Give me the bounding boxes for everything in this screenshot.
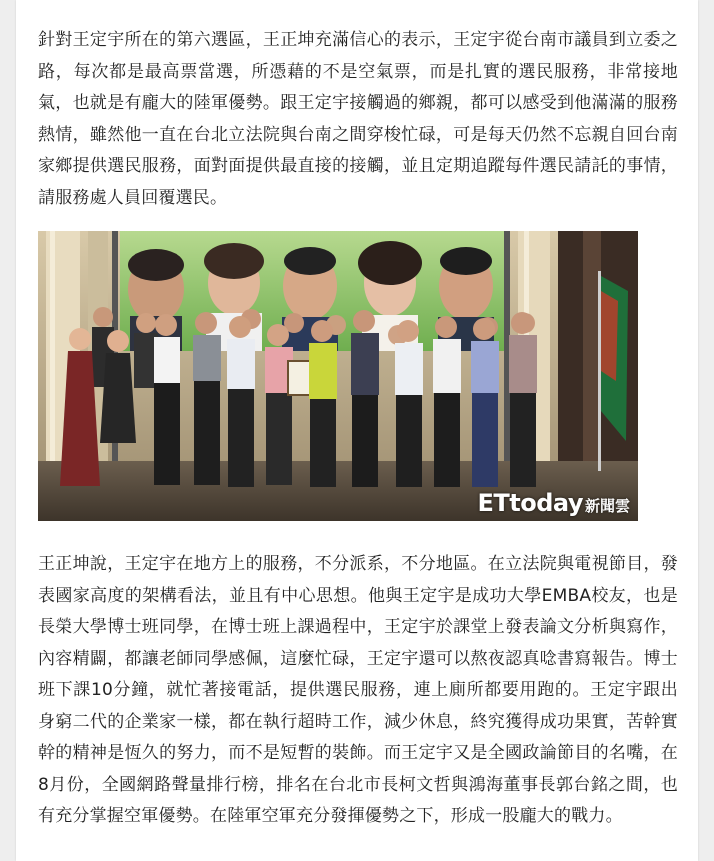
article-paragraph: 王正坤說，王定宇在地方上的服務，不分派系，不分地區。在立法院與電視節目，發表國家高度的架構看法，並且有中心思想。他與王定宇是成功大學EMBA校友，也是長榮大學博士班同學，在博士班上課過程中，王定宇於課堂上發表論文分析與寫作，內容精闢，都讓老師同學感佩，這麼忙碌，王定宇還可以熬夜認真唸書寫報告。博士班下課10分鐘，就忙著接電話，提供選民服務，連上廁所都要用跑的。王定宇跟出身窮二代的企業家一樣，都在執行超時工作，減少休息，終究獲得成功果實，苦幹實幹的精神是恆久的努力，而不是短暫的裝飾。而王定宇又是全國政論節目的名嘴，在8月份，全國網路聲量排行榜，排名在台北市長柯文哲與鴻海董事長郭台銘之間，也有充分掌握空軍優勢。在陸軍空軍充分發揮優勢之下，形成一股龐大的戰力。 (38, 554, 678, 826)
article-page (16, 0, 698, 861)
article-paragraph: 針對王定宇所在的第六選區，王正坤充滿信心的表示，王定宇從台南市議員到立委之路，每次都是最高票當選，所憑藉的不是空氣票，而是扎實的選民服務，非常接地氣，也就是有龐大的陸軍優勢。跟王定宇接觸過的鄉親，都可以感受到他滿滿的服務熱情，雖然他一直在台北立法院與台南之間穿梭忙碌，可是每天仍然不忘親自回台南家鄉提供選民服務，面對面提供最直接的接觸，並且定期追蹤每件選民請託的事情，請服務處人員回覆選民。 (38, 30, 678, 208)
watermark-sub: 新聞雲 (584, 497, 630, 515)
watermark-brand: ETtoday (477, 489, 583, 517)
photo-illustration (38, 231, 638, 521)
photo-watermark (477, 489, 630, 517)
event-group-photo (38, 231, 638, 521)
